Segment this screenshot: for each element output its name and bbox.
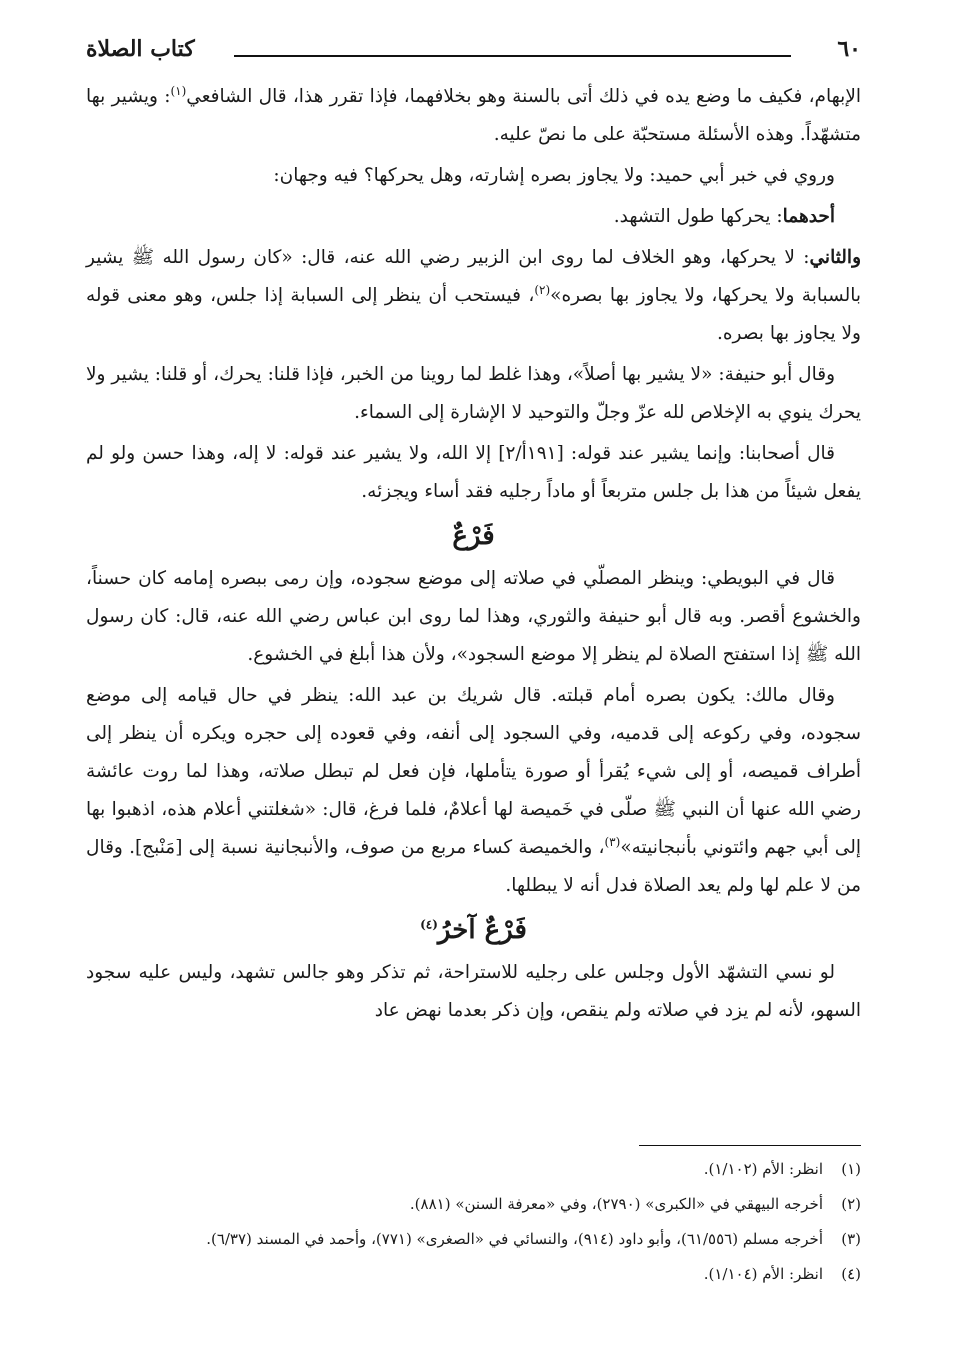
footnote-ref: (٤): [420, 917, 438, 932]
header-rule: [234, 55, 791, 57]
paragraph-text: ، فيستحب أن ينظر إلى السبابة إذا جلس، وهو معنى قوله ولا يجاوز بها بصره.: [86, 285, 861, 344]
page-number: ٦٠: [837, 36, 861, 62]
footnotes: [86, 1155, 861, 1295]
paragraph: [86, 157, 861, 195]
page-header: [86, 34, 861, 70]
book-title: كتاب الصلاة: [86, 36, 195, 62]
footnote-number: (٢): [841, 1195, 861, 1213]
footnote: [86, 1190, 861, 1218]
paragraph-text: قال في البويطي: وينظر المصلّي في صلاته إلى موضع سجوده، وإن رمى ببصره إمامه كان حسناً، والخشوع أقصر. وبه قال أبو حنيفة والثوري، وهذا لما روى ابن عباس رضي الله عنه، قال: كان رسول الله ﷺ إذا استفتح الصلاة لم ينظر إلا موضع السجود»، ولأن هذا أبلغ في الخشوع.: [86, 568, 861, 665]
paragraph-text: وقال أبو حنيفة: «لا يشير بها أصلاً»، وهذا غلط لما روينا من الخبر، فإذا قلنا: يحرك، أو قلنا: يشير ولا يحرك ينوي به الإخلاص لله عزّ وجلّ والتوحيد لا الإشارة إلى السماء.: [86, 364, 861, 423]
footnote-number: (٤): [841, 1265, 861, 1283]
paragraph-text: قال أصحابنا: وإنما يشير عند قوله: [١٩١أ/٢] إلا الله، ولا يشير عند قوله: لا إله، وهذا حسن ولو لم يفعل شيئاً من هذا بل جلس متربعاً أو ماداً رجليه فقد أساء ويجزئه.: [86, 443, 861, 502]
paragraph: [86, 677, 861, 905]
footnote: [86, 1225, 861, 1253]
footnote: [86, 1155, 861, 1183]
paragraph-text: : يحركها طول التشهد.: [613, 206, 783, 227]
section-heading: [86, 908, 861, 952]
paragraph-text: ، والخميصة كساء مربع من صوف، والأنبجانية نسبة إلى [مَنْبج]. وقال من لا علم لها ولم يعد الصلاة فدل أنه لا يبطلها.: [86, 837, 861, 896]
paragraph: [86, 560, 861, 674]
section-heading-text: فَرْعٌ آخرُ: [437, 915, 527, 945]
footnote-text: أخرجه مسلم (٦١/٥٥٦)، وأبو داود (٩١٤)، والنسائي في «الصغرى» (٧٧١)، وأحمد في المسند (٦/٣٧).: [206, 1230, 823, 1248]
footnote-ref: (١): [170, 83, 187, 98]
footnote-separator: [639, 1145, 861, 1146]
footnote: [86, 1260, 861, 1288]
footnote-text: أخرجه البيهقي في «الكبرى» (٢٧٩٠)، وفي «معرفة السنن» (٨٨١).: [409, 1195, 823, 1213]
footnote-number: (١): [841, 1160, 861, 1178]
paragraph-text: الإبهام، فكيف ما وضع يده في ذلك أتى بالسنة وهو بخلافهما، فإذا تقرر هذا، قال الشافعي: [186, 86, 862, 107]
section-heading: فَرْعٌ: [452, 521, 495, 551]
paragraph: [86, 954, 861, 1030]
paragraph: [86, 239, 861, 353]
main-text: [86, 78, 861, 1033]
lead-term: والثاني: [809, 247, 861, 268]
lead-term: أحدهما: [782, 206, 835, 227]
paragraph-text: : لا يحركها، وهو الخلاف لما روى ابن الزبير رضي الله عنه، قال: «كان رسول الله ﷺ يشير بالسبابة ولا يحركها، ولا يجاوز بها بصره»: [86, 247, 861, 306]
paragraph: [86, 198, 861, 236]
paragraph-text: وقال مالك: يكون بصره أمام قبلته. قال شريك بن عبد الله: ينظر في حال قيامه إلى موضع سجوده، وفي ركوعه إلى قدميه، وفي السجود إلى أنفه، وفي قعوده إلى حجره ويكره أن ينظر إلى أطراف قميصه، أو إلى شيء يُقرأ أو صورة يتأملها، فإن فعل لم تبطل صلاته، وهذا لما روت عائشة رضي الله عنها أن النبي ﷺ صلّى في خَميصة لها أعلامٌ، فلما فرغ، قال: «شغلتني أعلام هذه، اذهبوا بها إلى أبي جهم وائتوني بأنبجانيته»: [86, 685, 861, 858]
footnote-text: انظر: الأم (١/١٠٢).: [703, 1160, 823, 1178]
paragraph: [86, 435, 861, 511]
paragraph-text: : ويشير بها متشهّداً. وهذه الأسئلة مستحبّة على ما نصّ عليه.: [86, 86, 861, 145]
paragraph: [86, 78, 861, 154]
footnote-text: انظر: الأم (١/١٠٤).: [703, 1265, 823, 1283]
paragraph-text: وروي في خبر أبي حميد: ولا يجاوز بصره إشارته، وهل يحركها؟ فيه وجهان:: [273, 165, 835, 186]
footnote-ref: (٢): [534, 282, 551, 297]
paragraph: [86, 356, 861, 432]
footnote-ref: (٣): [604, 834, 621, 849]
paragraph-text: لو نسي التشهّد الأول وجلس على رجليه للاستراحة، ثم تذكر وهو جالس تشهد، وليس عليه سجود السهو، لأنه لم يزد في صلاته ولم ينقص، وإن ذكر بعدما نهض عاد: [86, 962, 861, 1021]
footnote-number: (٣): [841, 1230, 861, 1248]
